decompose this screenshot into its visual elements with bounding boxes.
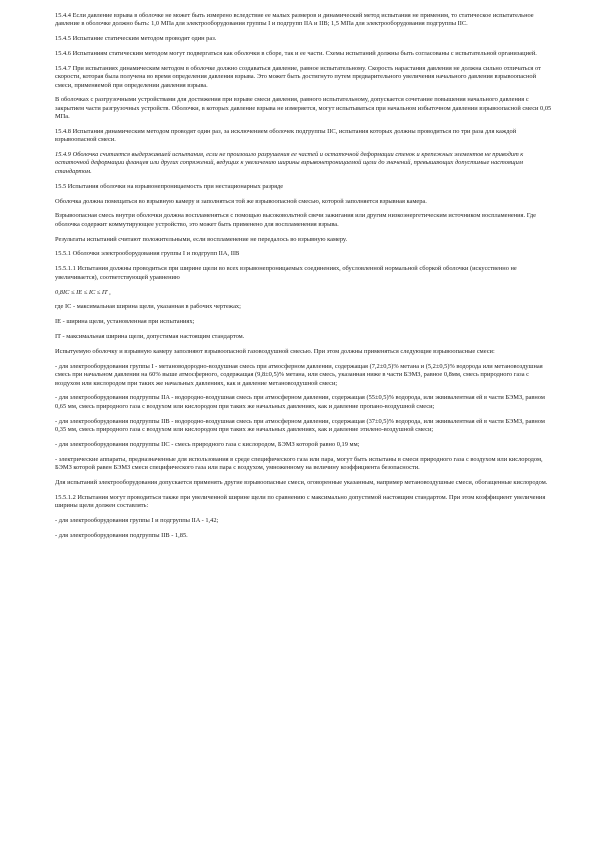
- equation: 0,8IC ≤ IE ≤ IC ≤ IT ,: [55, 288, 111, 296]
- paragraph-15-4-7: 15.4.7 При испытаниях динамическим методом в оболочке должно создаваться давление, равное испытательному. Скорость нарастания давления не должна сильно отличаться от скорости, которая была получена во время определения давления взрыва. Это может быть достигнуто путем предварительного увеличения начального давления взрывоопасной смеси, применяемой при определении давления взрыва.: [55, 64, 541, 89]
- list-item-subgroup-iic: - для электрооборудования подгруппы IIC - смесь природного газа с кислородом, БЭМЗ которой равно 0,19 мм;: [55, 440, 360, 448]
- paragraph-results: Результаты испытаний считают положительными, если воспламенение не передалось во взрывную камеру.: [55, 235, 348, 243]
- paragraph-ignition: Взрывоопасная смесь внутри оболочки должна воспламеняться с помощью высоковольтной свечи зажигания или другим низкоэнергетическим источником воспламенения. Где оболочка содержит коммутирующее устройство, это может быть применено для воспламенения взрыва.: [55, 212, 536, 228]
- document-page: [55, 12, 555, 547]
- paragraph-other-mixtures: Для испытаний электрооборудования допускается применять другие взрывоопасные смеси, оговоренные указанным, например метановоздушные смеси, обогащенные кислородом.: [55, 478, 548, 486]
- paragraph-15-5-1-2: 15.5.1.2 Испытания могут проводиться также при увеличенной ширине щели по сравнению с максимально допустимой настоящим стандартом. При этом коэффициент увеличения ширины щели должен составлять:: [55, 493, 546, 510]
- subsection-heading-15-5-1: 15.5.1 Оболочки электрооборудования группы I и подгрупп IIA, IIB: [55, 250, 240, 258]
- list-item-subgroup-iib: - для электрооборудования подгруппы IIB - водородно-воздушная смесь при атмосферном давлении, содержащая (37±0,5)% водорода, или эквивалентная ей в части БЭМЗ, равном 0,35 мм, смесь природного газа с воздухом или кислородом при таких же начальных давлениях, как и давление этилено-воздушной смеси;: [55, 417, 545, 433]
- paragraph-15-4-6: 15.4.6 Испытаниям статическим методом могут подвергаться как оболочки в сборе, так и ее части. Схемы испытаний должны быть согласованы с испытательной организацией.: [55, 50, 537, 58]
- definition-ie: IE - ширина щели, установленная при испытаниях;: [55, 318, 195, 326]
- paragraph-chamber: Оболочка должна помещаться во взрывную камеру и заполняться той же взрывоопасной смесью, которой заполняется взрывная камера.: [55, 197, 427, 205]
- list-item-subgroup-iia: - для электрооборудования подгруппы IIA - водородно-воздушная смесь при атмосферном давлении, содержащая (55±0,5)% водорода, или эквивалентная ей в части БЭМЗ, равном 0,65 мм, смесь природного газа с воздухом или кислородом при таких же начальных давлениях, как и давление пропано-воздушной смеси;: [55, 394, 545, 410]
- paragraph-15-4-5: 15.4.5 Испытание статическим методом проводят один раз.: [55, 35, 217, 43]
- definition-it: IT - максимальная ширина щели, допустимая настоящим стандартом.: [55, 333, 245, 341]
- paragraph-15-4-9: 15.4.9 Оболочка считается выдержавшей испытания, если не произошло разрушения ее частей и остаточной деформации стенок и крепежных элементов не приводит к остаточной деформации фланцев или других сопряжений, ведущих к увеличению ширины взрывонепроницаемой щели до значений, превышающих допустимые настоящим стандартом.: [55, 151, 524, 175]
- paragraph-15-4-4: 15.4.4 Если давление взрыва в оболочке не может быть измерено вследствие ее малых размеров и динамический метод испытания не применим, то статическое испытательное давление в оболочке должно быть: 1,0 МПа для электрооборудования группы I и подгрупп IIA и IIB; 1,5 МПа для электрооборудования подгруппы IIC.: [55, 12, 534, 28]
- paragraph-test-mixtures: Испытуемую оболочку и взрывную камеру заполняют взрывоопасной газовоздушной смесью. При этом должны применяться следующие взрывоопасные смеси:: [55, 348, 495, 356]
- paragraph-15-5-1-1: 15.5.1.1 Испытания должны проводиться при ширине щели во всех взрывонепроницаемых соединениях, обусловленной нормальной сборкой оболочки (искусственно не увеличивается), соответствующей уравнению: [55, 265, 517, 281]
- list-item-factor-iib: - для электрооборудования подгруппы IIB - 1,85.: [55, 531, 188, 539]
- section-heading-15-5: 15.5 Испытания оболочки на взрывонепроницаемость при нестационарных разряде: [55, 182, 284, 190]
- paragraph-15-4-8: 15.4.8 Испытания динамическим методом проводят один раз, за исключением оболочек подгруппы IIC, испытания которых должны проводиться по три раза для каждой взрывоопасной смеси.: [55, 127, 517, 144]
- list-item-specific-gas: - электрические аппараты, предназначенные для использования в среде специфического газа или пара, могут быть испытаны в смеси природного газа с воздухом или кислородом, БЭМЗ которой равен БЭМЗ смеси специфического газа или пара с воздухом, умноженному на величину коэффициента безопасности.: [55, 455, 543, 472]
- list-item-group-i: - для электрооборудования группы I - метановодородно-воздушная смесь при атмосферном давлении, содержащая (7,2±0,5)% метана и (5,2±0,5)% водорода или метановоздушная смесь при начальном давлении на 60% выше атмосферного, содержащая (9,8±0,5)% метана, или смесь, указанная ниже в части БЭМЗ, равное 0,8мм, смесь природного газа с воздухом или кислородом при таких же начальных давлениях, как и давление метановоздушной смеси;: [55, 363, 543, 387]
- list-item-factor-i-iia: - для электрооборудования группы I и подгруппы IIA - 1,42;: [55, 517, 219, 525]
- paragraph-relief-devices: В оболочках с разгрузочными устройствами для достижения при взрыве смеси давления, равного испытательному, допускается сочетание повышения начального давления с закрытием части разгрузочных устройств. Оболочки, в которых давление взрыва не измеряется, могут испытываться при начальном избыточном давлении взрывоопасной смеси 0,05 МПа.: [55, 96, 552, 121]
- definition-ic: где IC - максимальная ширина щели, указанная в рабочих чертежах;: [55, 303, 241, 311]
